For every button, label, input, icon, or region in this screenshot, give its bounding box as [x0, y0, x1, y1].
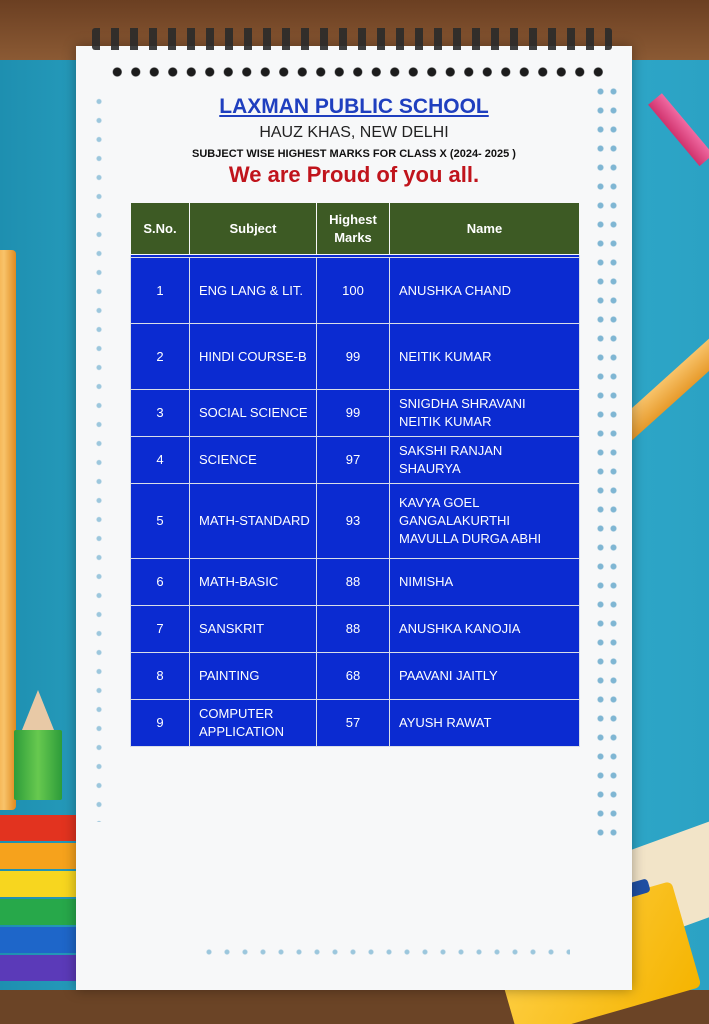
column-header-name: Name [390, 203, 580, 255]
crayon-illustration [14, 690, 62, 800]
cell-sno: 5 [131, 484, 190, 559]
table-row [131, 390, 580, 437]
column-header-marks: Highest Marks [317, 203, 390, 255]
cell-sno: 1 [131, 258, 190, 324]
student-name: SAKSHI RANJAN [399, 443, 503, 458]
cell-sno: 9 [131, 700, 190, 747]
cell-sno: 3 [131, 390, 190, 437]
student-name: MAVULLA DURGA ABHI [399, 531, 542, 546]
tagline: We are Proud of you all. [228, 162, 480, 187]
table-header-row [131, 203, 580, 255]
spiral-binding [92, 28, 612, 50]
table-row [131, 700, 580, 747]
cell-subject: HINDI COURSE-B [190, 324, 317, 390]
school-address: HAUZ KHAS, NEW DELHI [259, 124, 449, 141]
table-row [131, 653, 580, 700]
dot-border-left [90, 92, 108, 822]
dot-border-right [594, 82, 620, 842]
highest-marks-table [130, 202, 580, 747]
student-name: SHAURYA [399, 461, 461, 476]
cell-marks: 100 [317, 258, 390, 324]
student-name: AYUSH RAWAT [399, 715, 492, 730]
cell-names [390, 258, 580, 324]
cell-subject: SOCIAL SCIENCE [190, 390, 317, 437]
student-name: KAVYA GOEL [399, 495, 480, 510]
cell-names [390, 559, 580, 606]
cell-subject: SCIENCE [190, 437, 317, 484]
student-name: ANUSHKA KANOJIA [399, 621, 521, 636]
cell-names [390, 437, 580, 484]
table-row [131, 606, 580, 653]
cell-subject: PAINTING [190, 653, 317, 700]
cell-sno: 6 [131, 559, 190, 606]
cell-marks: 68 [317, 653, 390, 700]
school-name: LAXMAN PUBLIC SCHOOL [219, 95, 489, 118]
report-subtitle: SUBJECT WISE HIGHEST MARKS FOR CLASS X (2024- 2025 ) [192, 148, 516, 160]
cell-marks: 88 [317, 559, 390, 606]
cell-names [390, 484, 580, 559]
table-row [131, 559, 580, 606]
student-name: NIMISHA [399, 574, 454, 589]
cell-names [390, 606, 580, 653]
cell-sno: 2 [131, 324, 190, 390]
cell-marks: 57 [317, 700, 390, 747]
table-row [131, 437, 580, 484]
column-header-subject: Subject [190, 203, 317, 255]
cell-marks: 97 [317, 437, 390, 484]
cell-marks: 88 [317, 606, 390, 653]
cell-subject: SANSKRIT [190, 606, 317, 653]
cell-names [390, 324, 580, 390]
cell-sno: 7 [131, 606, 190, 653]
cell-sno: 4 [131, 437, 190, 484]
cell-subject: MATH-STANDARD [190, 484, 317, 559]
student-name: SNIGDHA SHRAVANI [399, 396, 526, 411]
student-name: NEITIK KUMAR [399, 348, 492, 364]
table-row [131, 258, 580, 324]
column-header-sno: S.No. [131, 203, 190, 255]
cell-subject: MATH-BASIC [190, 559, 317, 606]
student-name: ANUSHKA CHAND [399, 282, 511, 298]
table-body [131, 255, 580, 747]
cell-names [390, 700, 580, 747]
cell-subject: COMPUTER APPLICATION [190, 700, 317, 747]
cell-marks: 93 [317, 484, 390, 559]
student-name: PAAVANI JAITLY [399, 668, 498, 683]
binding-holes [108, 66, 608, 78]
cell-marks: 99 [317, 390, 390, 437]
student-name: NEITIK KUMAR [399, 414, 492, 429]
cell-subject: ENG LANG & LIT. [190, 258, 317, 324]
table-row [131, 324, 580, 390]
dot-border-bottom [200, 946, 570, 958]
table-row [131, 484, 580, 559]
cell-marks: 99 [317, 324, 390, 390]
cell-sno: 8 [131, 653, 190, 700]
cell-names [390, 653, 580, 700]
student-name: GANGALAKURTHI [399, 513, 511, 528]
cell-names [390, 390, 580, 437]
